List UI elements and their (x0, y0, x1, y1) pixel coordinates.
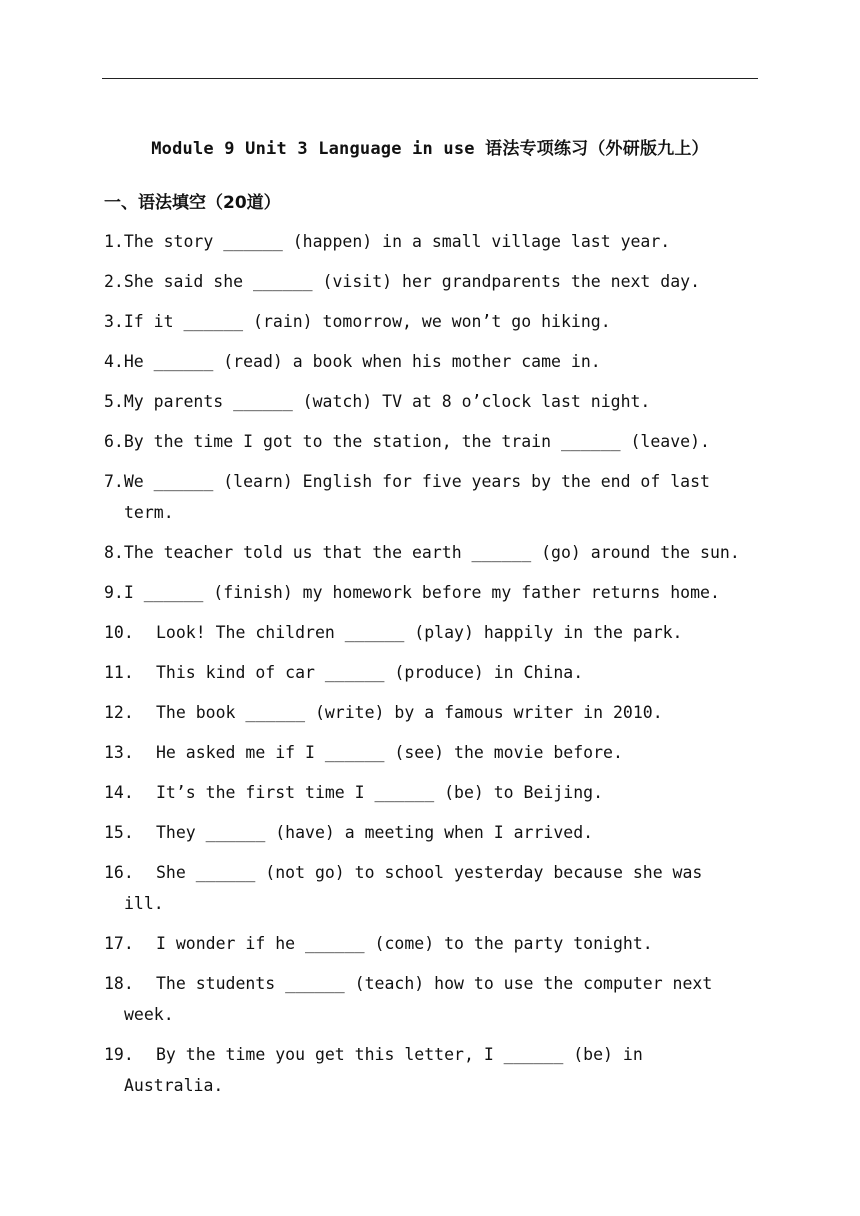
question-number: 1. (104, 232, 124, 251)
question-text: They ______ (have) a meeting when I arrived. (156, 823, 594, 842)
question-number: 15. (104, 823, 134, 842)
question-item (104, 306, 764, 337)
question-item (104, 386, 764, 417)
question-text: By the time you get this letter, I ______ (be) in (156, 1045, 643, 1064)
question-text: The book ______ (write) by a famous writer in 2010. (156, 703, 663, 722)
question-number: 7. (104, 472, 124, 491)
question-number: 8. (104, 543, 124, 562)
question-text-continuation: week. (124, 1005, 174, 1024)
question-item (104, 577, 764, 608)
question-text-continuation: Australia. (124, 1076, 224, 1095)
question-item (104, 657, 764, 688)
question-text: She said she ______ (visit) her grandparents the next day. (123, 272, 701, 291)
question-text: We ______ (learn) English for five years by the end of last (123, 472, 710, 491)
question-text-continuation: term. (124, 503, 174, 522)
question-item (104, 266, 764, 297)
question-text-continuation: ill. (124, 894, 164, 913)
question-text: The teacher told us that the earth ______ (go) around the sun. (123, 543, 740, 562)
question-item (104, 777, 764, 808)
header-rule (102, 78, 758, 79)
question-number: 11. (104, 663, 134, 682)
question-number: 16. (104, 863, 134, 882)
question-number: 10. (104, 623, 134, 642)
question-number: 19. (104, 1045, 134, 1064)
question-number: 12. (104, 703, 134, 722)
question-text: I wonder if he ______ (come) to the party tonight. (156, 934, 653, 953)
question-number: 6. (104, 432, 124, 451)
question-text: The story ______ (happen) in a small village last year. (123, 232, 671, 251)
question-item (104, 617, 764, 648)
question-number: 4. (104, 352, 124, 371)
question-text: The students ______ (teach) how to use the computer next (156, 974, 713, 993)
question-item (104, 737, 764, 768)
question-text: Look! The children ______ (play) happily in the park. (156, 623, 683, 642)
question-item (104, 226, 764, 257)
question-text: If it ______ (rain) tomorrow, we won’t go hiking. (123, 312, 611, 331)
question-text: It’s the first time I ______ (be) to Beijing. (156, 783, 604, 802)
question-list (104, 226, 764, 1110)
question-text: My parents ______ (watch) TV at 8 o’clock last night. (123, 392, 651, 411)
question-item (104, 928, 764, 959)
question-item (104, 1039, 764, 1101)
question-text: This kind of car ______ (produce) in China. (156, 663, 584, 682)
question-number: 3. (104, 312, 124, 331)
question-item (104, 968, 764, 1030)
question-item (104, 697, 764, 728)
question-number: 17. (104, 934, 134, 953)
question-text: By the time I got to the station, the train ______ (leave). (123, 432, 710, 451)
question-text: He ______ (read) a book when his mother came in. (123, 352, 601, 371)
question-number: 5. (104, 392, 124, 411)
question-number: 14. (104, 783, 134, 802)
question-text: She ______ (not go) to school yesterday because she was (156, 863, 703, 882)
question-text: I ______ (finish) my homework before my father returns home. (123, 583, 720, 602)
question-number: 13. (104, 743, 134, 762)
question-number: 9. (104, 583, 124, 602)
question-number: 2. (104, 272, 124, 291)
question-item (104, 426, 764, 457)
question-item (104, 817, 764, 848)
question-item (104, 537, 764, 568)
question-item (104, 346, 764, 377)
section-heading: 一、语法填空（20道） (104, 193, 281, 213)
question-item (104, 466, 764, 528)
question-number: 18. (104, 974, 134, 993)
question-item (104, 857, 764, 919)
question-text: He asked me if I ______ (see) the movie before. (156, 743, 623, 762)
page-title: Module 9 Unit 3 Language in use 语法专项练习（外研版九上） (151, 139, 709, 159)
